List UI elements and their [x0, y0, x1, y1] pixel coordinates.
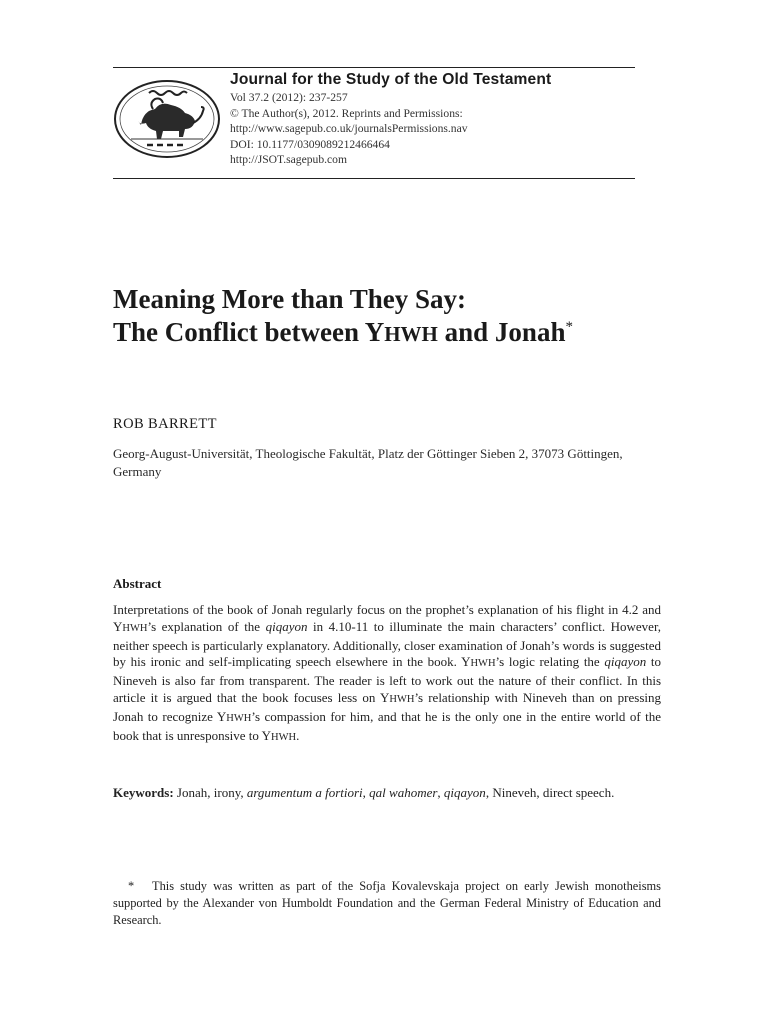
- permissions-link[interactable]: http://www.sagepub.co.uk/journalsPermissions.nav: [230, 122, 468, 136]
- masthead-top-rule: [113, 67, 635, 68]
- divine-name: YHWH: [461, 654, 496, 670]
- footnote: [113, 878, 661, 929]
- divine-name: YHWH: [261, 727, 297, 743]
- journal-name: Journal for the Study of the Old Testament: [230, 71, 552, 88]
- author-affiliation: Georg-August-Universität, Theologische Fakultät, Platz der Göttinger Sieben 2, 37073 Göttingen, Germany: [113, 446, 623, 479]
- title-footnote-marker[interactable]: *: [565, 319, 573, 335]
- doi-line: DOI: 10.1177/0309089212466464: [230, 137, 390, 151]
- title-line-2: The Conflict between YHWH and Jonah*: [113, 317, 573, 347]
- lion-seal-logo: [113, 79, 221, 159]
- article-title: [113, 283, 673, 351]
- title-line-1: Meaning More than They Say:: [113, 284, 467, 314]
- keywords: Keywords: Jonah, irony, argumentum a fortiori, qal wahomer, qiqayon, Nineveh, direct speech.: [113, 785, 615, 800]
- copyright-line: © The Author(s), 2012. Reprints and Permissions:: [230, 106, 463, 120]
- abstract-body: Interpretations of the book of Jonah regularly focus on the prophet’s explanation of his flight in 4.2 and YHWH’s explanation of the qiqayon in 4.10-11 to illuminate the main characters’ conflict. However, neither speech is particularly explanatory. Additionally, closer examination of Jonah’s words is suggested by his ironic and self-implicating speech elsewhere in the book. YHWH’s logic relating the qiqayon to Nineveh is also far from transparent. The reader is left to work out the nature of their conflict. In this article it is argued that the book focuses less on YHWH’s relationship with Nineveh than on pressing Jonah to recognize YHWH’s compassion for him, and that he is the only one in the entire world of the book that is unresponsive to YHWH.: [113, 602, 662, 743]
- keywords-label: Keywords:: [113, 785, 174, 800]
- masthead: [230, 70, 640, 168]
- footnote-marker: *: [128, 879, 135, 893]
- masthead-bottom-rule: [113, 178, 635, 179]
- footnote-text: This study was written as part of the Sofja Kovalevskaja project on early Jewish monotheisms supported by the Alexander von Humboldt Foundation and the German Federal Ministry of Education and Research.: [113, 879, 661, 927]
- author-name: ROB BARRETT: [113, 416, 217, 432]
- divine-name: YHWH: [216, 708, 252, 724]
- journal-link[interactable]: http://JSOT.sagepub.com: [230, 153, 348, 167]
- abstract-heading: Abstract: [113, 576, 162, 591]
- divine-name: YHWH: [379, 689, 415, 705]
- volume-info: Vol 37.2 (2012): 237-257: [230, 91, 348, 104]
- divine-name: YHWH: [113, 618, 148, 634]
